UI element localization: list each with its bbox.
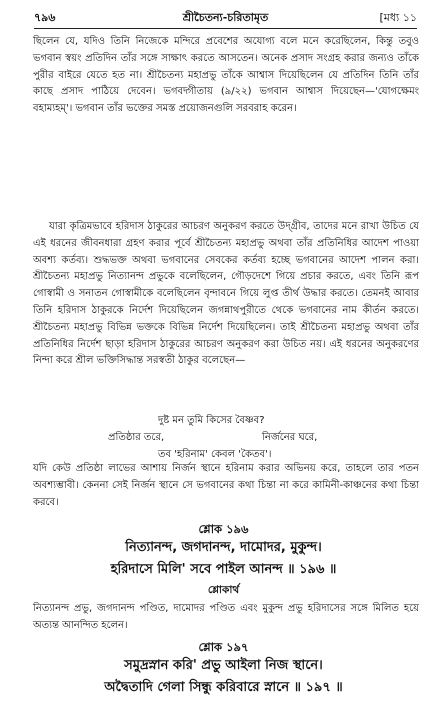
purport-paragraph-1: ছিলেন যে, যদিও তিনি নিজেকে মন্দিরে প্রবেশের অযোগ্য বলে মনে করেছিলেন, কিন্তু তবুও ভগবান স্বয়ং প্রতিদিন তাঁর সঙ্গে সাক্ষাৎ করতে আসতেন। অনেক প্রসাদ সংগ্রহ করার জন্যও তাঁকে পুরীর বাইরে যেতে হত না। শ্রীচৈতন্য মহাপ্রভু তাঁকে আশ্বাস দিয়েছিলেন যে প্রতিদিন তিনি তাঁর কাছে প্রসাদ পাঠিয়ে দেবেন। ভগবদ্গীতায় (৯/২২) ভগবান আশ্বাস দিয়েছেন—'যোগক্ষেমং বহাম্যহম্'। ভগবান তাঁর ভক্তের সমস্ত প্রয়োজনগুলি সরবরাহ করেন। <box>33 36 419 115</box>
purport-paragraph-3: যদি কেউ প্রতিষ্ঠা লাভের আশায় নির্জন স্থানে হরিনাম করার অভিনয় করে, তাহলে তার পতন অবশ্যম্ভাবী। কেননা সেই নির্জন স্থানে সে ভগবানের কথা চিন্তা না করে কামিনী-কাঞ্চনের কথা চিন্তা করবে। <box>33 463 419 508</box>
verse-197-line-1: সমুদ্রস্নান করি' প্রভু আইলা নিজ স্থানে। <box>124 658 323 673</box>
verse-196-line-2: হরিদাসে মিলি' সবে পাইল আনন্দ ॥ ১৯৬ ॥ <box>110 562 337 577</box>
verse-197-heading: শ্লোক ১৯৭ <box>198 640 249 654</box>
poem-line-2b: নির্জনের ঘরে, <box>262 432 318 443</box>
poem-line-1: দুষ্ট মন তুমি কিসের বৈষ্ণব? <box>158 415 265 426</box>
section-label: [মধ্য ১১ <box>379 11 417 24</box>
verse-197-line-2: অদ্বৈতাদি গেলা সিন্ধু করিবারে স্নানে ॥ ১৯৭ ॥ <box>104 680 343 695</box>
page-number: ৭৯৬ <box>34 11 56 24</box>
verse-196-heading: শ্লোক ১৯৬ <box>198 522 249 536</box>
translation-heading: শ্লোকার্থ <box>207 584 240 596</box>
verse-196-line-1: নিত্যানন্দ, জগদানন্দ, দামোদর, মুকুন্দ। <box>125 540 322 555</box>
poem-line-2a: প্রতিষ্ঠার তরে, <box>108 432 165 443</box>
poem-line-3: তব 'হরিনাম' কেবল 'কৈতব'। <box>158 449 272 460</box>
page-header <box>34 10 417 29</box>
book-title: শ্রীচৈতন্য-চরিতামৃত <box>182 11 269 24</box>
purport-paragraph-2: যারা কৃত্রিমভাবে হরিদাস ঠাকুরের আচরণ অনুকরণ করতে উদ্গ্রীব, তাদের মনে রাখা উচিত যে এই ধরনের জীবনধারা গ্রহণ করার পূর্বে শ্রীচৈতন্য মহাপ্রভু অথবা তাঁর প্রতিনিধির আদেশ পাওয়া অবশ্য কর্তব্য। শুদ্ধভক্ত অথবা ভগবানের সেবকের কর্তব্য হচ্ছে ভগবানের আদেশ পালন করা। শ্রীচৈতন্য মহাপ্রভু নিত্যানন্দ প্রভুকে বলেছিলেন, গৌড়দেশে গিয়ে প্রচার করতে, এবং তিনি রূপ গোস্বামী ও সনাতন গোস্বামীকে বলেছিলেন বৃন্দাবনে গিয়ে লুপ্ত তীর্থ উদ্ধার করতে। তেমনই আবার তিনি হরিদাস ঠাকুরকে নির্দেশ দিয়েছিলেন জগন্নাথপুরীতে থেকে ভগবানের নাম কীর্তন করতে। শ্রীচৈতন্য মহাপ্রভু বিভিন্ন ভক্তকে বিভিন্ন নির্দেশ দিয়েছিলেন। তাই শ্রীচৈতন্য মহাপ্রভু অথবা তাঁর প্রতিনিধির নির্দেশ ছাড়া হরিদাস ঠাকুরের আচরণ অনুকরণ করা উচিত নয়। এই ধরনের অনুকরণের নিন্দা করে শ্রীল ভক্তিসিদ্ধান্ত সরস্বতী ঠাকুর বলেছেন— <box>33 221 419 367</box>
verse-196-translation: নিত্যানন্দ প্রভু, জগদানন্দ পণ্ডিত, দামোদর পণ্ডিত এবং মুকুন্দ প্রভু হরিদাসের সঙ্গে মিলিত হয়ে অত্যন্ত আনন্দিত হলেন। <box>33 603 419 631</box>
